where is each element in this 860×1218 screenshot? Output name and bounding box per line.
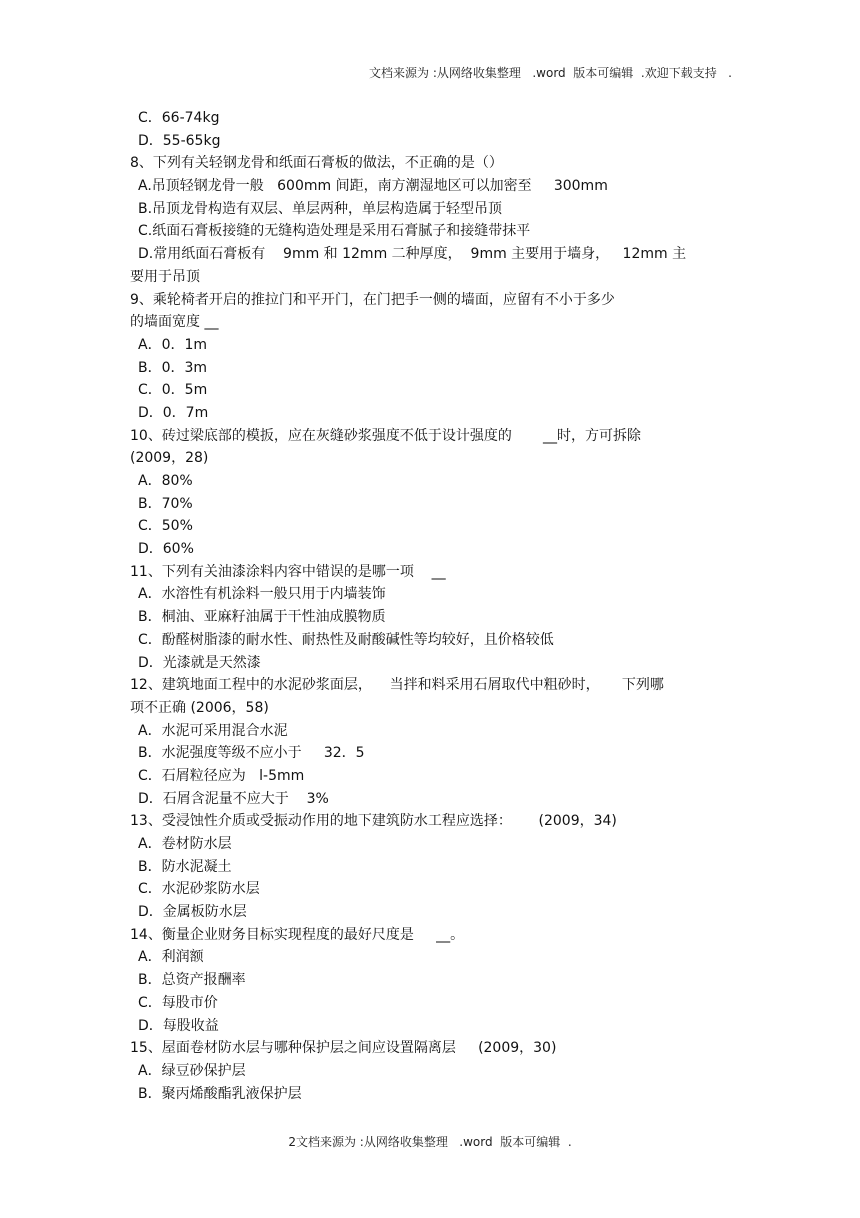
- answer-option: C．酚醛树脂漆的耐水性、耐热性及耐酸碱性等均较好，且价格较低: [138, 631, 554, 648]
- answer-option: C．每股市价: [138, 994, 218, 1011]
- answer-option: D．55-65kg: [138, 132, 221, 149]
- answer-option: A.吊顶轻钢龙骨一般 600mm 间距，南方潮湿地区可以加密至 300mm: [138, 178, 608, 195]
- question-text: 11、下列有关油漆涂料内容中错误的是哪一项 __: [130, 563, 446, 580]
- answer-option: C．水泥砂浆防水层: [138, 881, 260, 898]
- answer-option: D．60%: [138, 541, 194, 558]
- answer-option: C.纸面石膏板接缝的无缝构造处理是采用石膏腻子和接缝带抹平: [138, 223, 531, 240]
- answer-option: A．水泥可采用混合水泥: [138, 722, 288, 739]
- answer-option: C．0．5m: [138, 382, 208, 399]
- answer-option: C．50%: [138, 518, 193, 535]
- answer-option: B．桐油、亚麻籽油属于干性油成膜物质: [138, 609, 386, 626]
- answer-option: B．总资产报酬率: [138, 972, 246, 989]
- page-header: 文档来源为 :从网络收集整理 .word 版本可编辑 .欢迎下载支持 .: [369, 66, 732, 80]
- answer-option: D．石屑含泥量不应大于 3%: [138, 790, 329, 807]
- answer-option: B．聚丙烯酸酯乳液保护层: [138, 1085, 302, 1102]
- answer-option: D.常用纸面石膏板有 9mm 和 12mm 二种厚度， 9mm 主要用于墙身， 12mm 主: [138, 246, 687, 263]
- answer-option: B．防水泥凝土: [138, 858, 232, 875]
- answer-option: D．每股收益: [138, 1017, 219, 1034]
- answer-option: A．0．1m: [138, 336, 208, 353]
- answer-option: B.吊顶龙骨构造有双层、单层两种，单层构造属于轻型吊顶: [138, 200, 503, 217]
- question-text: 12、建筑地面工程中的水泥砂浆面层， 当拌和料采用石屑取代中粗砂时， 下列哪: [130, 677, 664, 694]
- question-text: 9、乘轮椅者开启的推拉门和平开门，在门把手一侧的墙面，应留有不小于多少: [130, 291, 615, 308]
- answer-option: C．66-74kg: [138, 110, 220, 126]
- answer-option: A．80%: [138, 473, 193, 489]
- answer-option: C．石屑粒径应为 l-5mm: [138, 767, 305, 784]
- answer-option: B．水泥强度等级不应小于 32．5: [138, 745, 365, 762]
- answer-option: B．70%: [138, 495, 193, 512]
- document-body: [130, 107, 730, 1105]
- answer-option: D．光漆就是天然漆: [138, 654, 261, 671]
- question-text: 项不正确 (2006，58): [130, 699, 269, 716]
- question-text: 的墙面宽度 __: [130, 314, 219, 331]
- answer-option: A．卷材防水层: [138, 836, 232, 852]
- question-text: 8、下列有关轻钢龙骨和纸面石膏板的做法，不正确的是（）: [130, 155, 503, 172]
- answer-option: D．0．7m: [138, 404, 209, 421]
- question-text: 10、砖过梁底部的模扳，应在灰缝砂浆强度不低于设计强度的 __时，方可拆除: [130, 427, 641, 444]
- question-text: 要用于吊顶: [130, 268, 200, 285]
- answer-option: B．0．3m: [138, 359, 208, 376]
- answer-option: A．水溶性有机涂料一般只用于内墙装饰: [138, 586, 386, 603]
- page-footer: 2文档来源为 :从网络收集整理 .word 版本可编辑 .: [288, 1135, 572, 1149]
- question-text: 13、受浸蚀性介质或受振动作用的地下建筑防水工程应选择： (2009，34): [130, 813, 617, 830]
- answer-option: A．利润额: [138, 949, 204, 966]
- question-text: 14、衡量企业财务目标实现程度的最好尺度是 __。: [130, 926, 465, 943]
- answer-option: A．绿豆砂保护层: [138, 1062, 246, 1079]
- question-text: 15、屋面卷材防水层与哪种保护层之间应设置隔离层 (2009，30): [130, 1040, 557, 1057]
- answer-option: D．金属板防水层: [138, 904, 247, 921]
- question-text: (2009，28): [130, 450, 209, 467]
